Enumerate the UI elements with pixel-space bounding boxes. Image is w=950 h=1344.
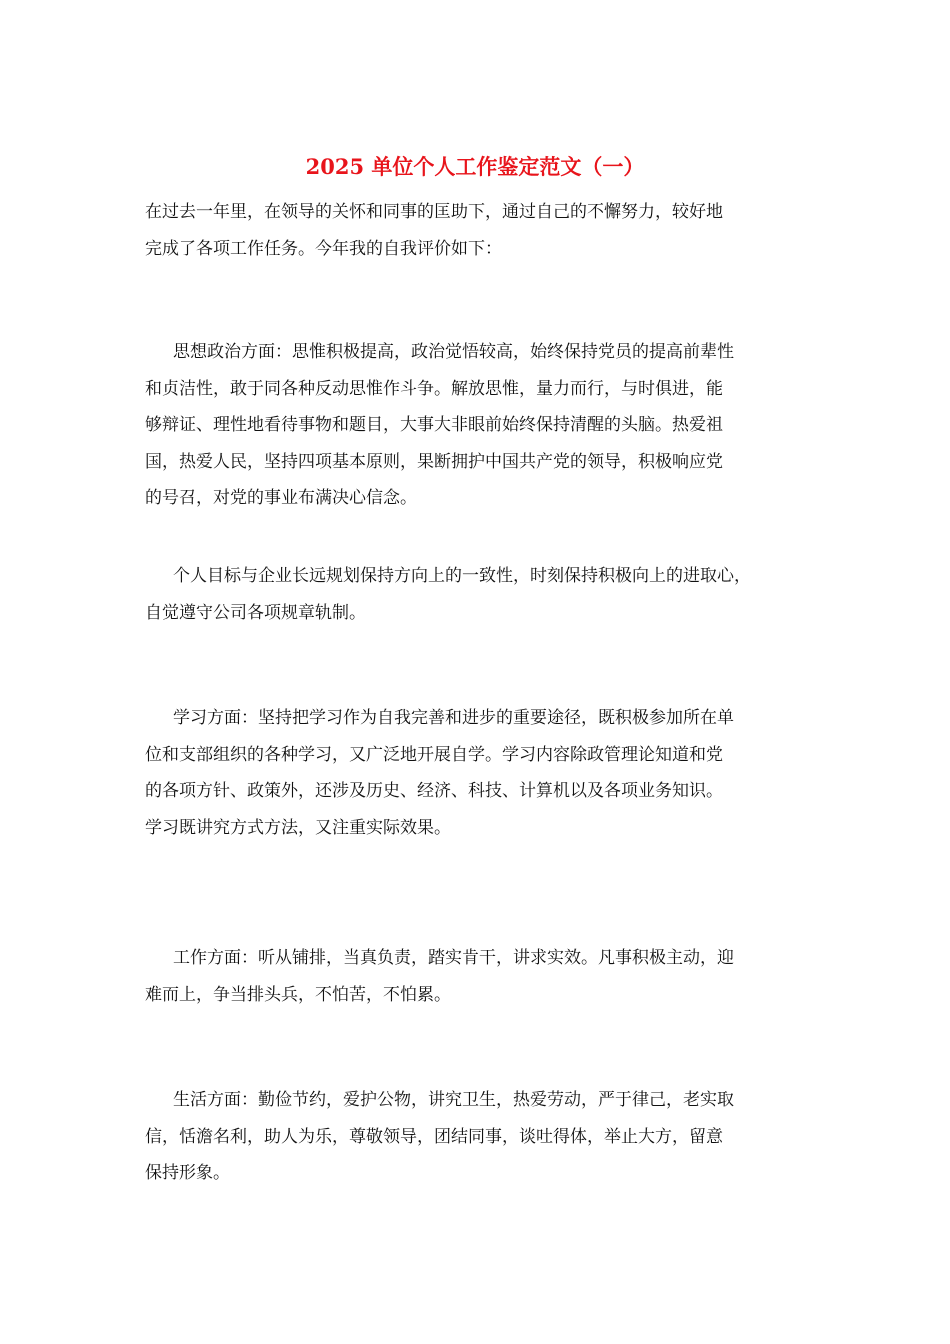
paragraph-intro <box>145 194 815 267</box>
paragraph-work <box>145 940 815 1013</box>
paragraph-line: 工作方面：听从铺排，当真负责，踏实肯干，讲求实效。凡事积极主动，迎 <box>173 948 734 968</box>
paragraph-line: 学习既讲究方式方法，又注重实际效果。 <box>145 817 451 838</box>
paragraph-line: 思想政治方面：思惟积极提高，政治觉悟较高，始终保持党员的提高前辈性 <box>173 342 734 362</box>
paragraph-line: 个人目标与企业长远规划保持方向上的一致性，时刻保持积极向上的进取心， <box>173 566 751 586</box>
paragraph-line: 信，恬澹名利，助人为乐，尊敬领导，团结同事，谈吐得体，举止大方，留意 <box>145 1126 723 1147</box>
paragraph-goals <box>145 558 815 631</box>
paragraph-line: 的号召，对党的事业布满决心信念。 <box>145 488 417 508</box>
paragraph-line: 保持形象。 <box>145 1163 230 1183</box>
paragraph-study <box>145 700 815 846</box>
document-title: 2025 单位个人工作鉴定范文（一） <box>305 154 645 179</box>
paragraph-line: 学习方面：坚持把学习作为自我完善和进步的重要途径，既积极参加所在单 <box>173 708 734 728</box>
paragraph-line: 国，热爱人民，坚持四项基本原则，果断拥护中国共产党的领导，积极响应党 <box>145 451 723 472</box>
paragraph-line: 在过去一年里，在领导的关怀和同事的匡助下，通过自己的不懈努力，较好地 <box>145 202 723 222</box>
paragraph-line: 生活方面：勤俭节约，爱护公物，讲究卫生，热爱劳动，严于律己，老实取 <box>173 1090 734 1110</box>
paragraph-line: 难而上，争当排头兵，不怕苦，不怕累。 <box>145 984 451 1005</box>
paragraph-line: 和贞洁性，敢于同各种反动思惟作斗争。解放思惟，量力而行，与时俱进，能 <box>145 378 723 399</box>
paragraph-line: 够辩证、理性地看待事物和题目，大事大非眼前始终保持清醒的头脑。热爱祖 <box>145 415 723 435</box>
paragraph-line: 位和支部组织的各种学习，又广泛地开展自学。学习内容除政管理论知道和党 <box>145 744 723 765</box>
paragraph-line: 自觉遵守公司各项规章轨制。 <box>145 602 366 623</box>
paragraph-life <box>145 1082 815 1192</box>
paragraph-line: 完成了各项工作任务。今年我的自我评价如下： <box>145 238 502 259</box>
paragraph-political <box>145 334 815 517</box>
paragraph-line: 的各项方针、政策外，还涉及历史、经济、科技、计算机以及各项业务知识。 <box>145 781 723 801</box>
